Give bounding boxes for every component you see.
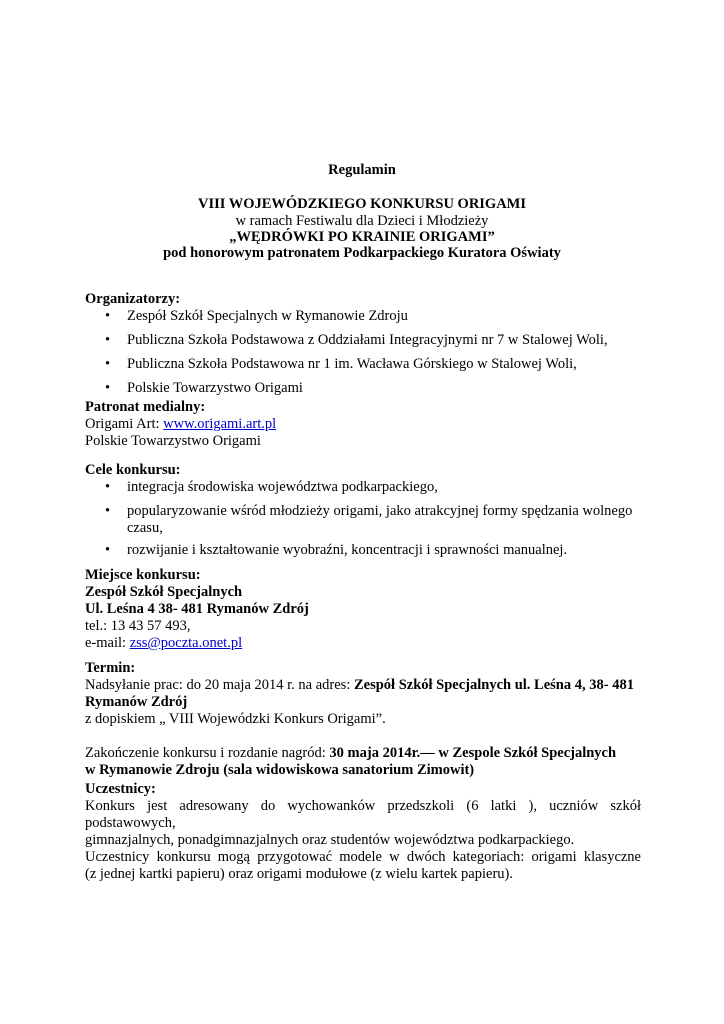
participants-line-1: Konkurs jest adresowany do wychowanków przedszkoli (6 latki ), uczniów szkół podstawowych, xyxy=(85,798,641,831)
competition-title: VIII WOJEWÓDZKIEGO KONKURSU ORIGAMI xyxy=(197,196,527,212)
finale-line xyxy=(85,745,645,762)
media-section xyxy=(85,399,645,450)
participants-line-3: Uczestnicy konkursu mogą przygotować modele w dwóch kategoriach: origami klasyczne xyxy=(85,849,641,865)
document-title: Regulamin xyxy=(328,162,396,178)
list-item: • rozwijanie i kształtowanie wyobraźni, koncentracji i sprawności manualnej. xyxy=(85,542,645,559)
goals-heading: Cele konkursu: xyxy=(85,462,181,478)
email-link[interactable]: zss@poczta.onet.pl xyxy=(129,635,243,651)
patronage-line: pod honorowym patronatem Podkarpackiego Kuratora Oświaty xyxy=(163,245,561,261)
list-item: • Polskie Towarzystwo Origami xyxy=(85,380,645,397)
submission-address: Zespół Szkół Specjalnych ul. Leśna 4, 38- 481 xyxy=(353,677,634,693)
finale-place: w Rymanowie Zdroju (sala widowiskowa sanatorium Zimowit) xyxy=(85,762,475,778)
organizers-list xyxy=(85,308,645,397)
list-item: • Publiczna Szkoła Podstawowa nr 1 im. Wacława Górskiego w Stalowej Woli, xyxy=(85,356,645,373)
origami-art-label: Origami Art: xyxy=(85,416,164,432)
list-item: • Publiczna Szkoła Podstawowa z Oddziałami Integracyjnymi nr 7 w Stalowej Woli, xyxy=(85,332,645,349)
organizers-section xyxy=(85,291,645,404)
list-item xyxy=(85,503,645,537)
list-item: • integracja środowiska województwa podkarpackiego, xyxy=(85,479,645,496)
media-heading: Patronat medialny: xyxy=(85,399,206,415)
venue-email-line xyxy=(85,635,645,652)
organizers-heading: Organizatorzy: xyxy=(85,291,181,307)
event-title: „WĘDRÓWKI PO KRAINIE ORIGAMI” xyxy=(229,229,495,245)
submission-city: Rymanów Zdrój xyxy=(85,694,188,710)
participants-section xyxy=(85,781,641,883)
participants-heading: Uczestnicy: xyxy=(85,781,156,797)
goal-2-line-2: czasu, xyxy=(127,520,163,536)
list-item: • Zespół Szkół Specjalnych w Rymanowie Zdroju xyxy=(85,308,645,325)
email-label: e-mail: xyxy=(85,635,130,651)
deadline-heading: Termin: xyxy=(85,660,136,676)
goals-section xyxy=(85,462,645,559)
participants-line-4: (z jednej kartki papieru) oraz origami modułowe (z wielu kartek papieru). xyxy=(85,866,513,882)
goal-2-line-1: • popularyzowanie wśród młodzieży origami, jako atrakcyjnej formy spędzania wolnego xyxy=(127,503,633,519)
submission-line xyxy=(85,677,645,694)
festival-subtitle: w ramach Festiwalu dla Dzieci i Młodzieży xyxy=(235,213,489,229)
origami-art-line xyxy=(85,416,645,433)
finale-date: 30 maja 2014r.— w Zespole Szkół Specjalnych xyxy=(329,745,617,761)
submission-prefix: Nadsyłanie prac: do 20 maja 2014 r. na adres: xyxy=(85,677,354,693)
origami-art-link[interactable]: www.origami.art.pl xyxy=(163,416,277,432)
deadline-section xyxy=(85,660,645,779)
society-line: Polskie Towarzystwo Origami xyxy=(85,433,261,449)
venue-phone: tel.: 13 43 57 493, xyxy=(85,618,191,634)
goals-list xyxy=(85,479,645,559)
submission-note: z dopiskiem „ VIII Wojewódzki Konkurs Origami”. xyxy=(85,711,386,727)
venue-name: Zespół Szkół Specjalnych xyxy=(85,584,243,600)
finale-prefix: Zakończenie konkursu i rozdanie nagród: xyxy=(85,745,330,761)
venue-section xyxy=(85,567,645,652)
venue-address: Ul. Leśna 4 38- 481 Rymanów Zdrój xyxy=(85,601,309,617)
participants-line-2: gimnazjalnych, ponadgimnazjalnych oraz studentów województwa podkarpackiego. xyxy=(85,832,575,848)
venue-heading: Miejsce konkursu: xyxy=(85,567,201,583)
